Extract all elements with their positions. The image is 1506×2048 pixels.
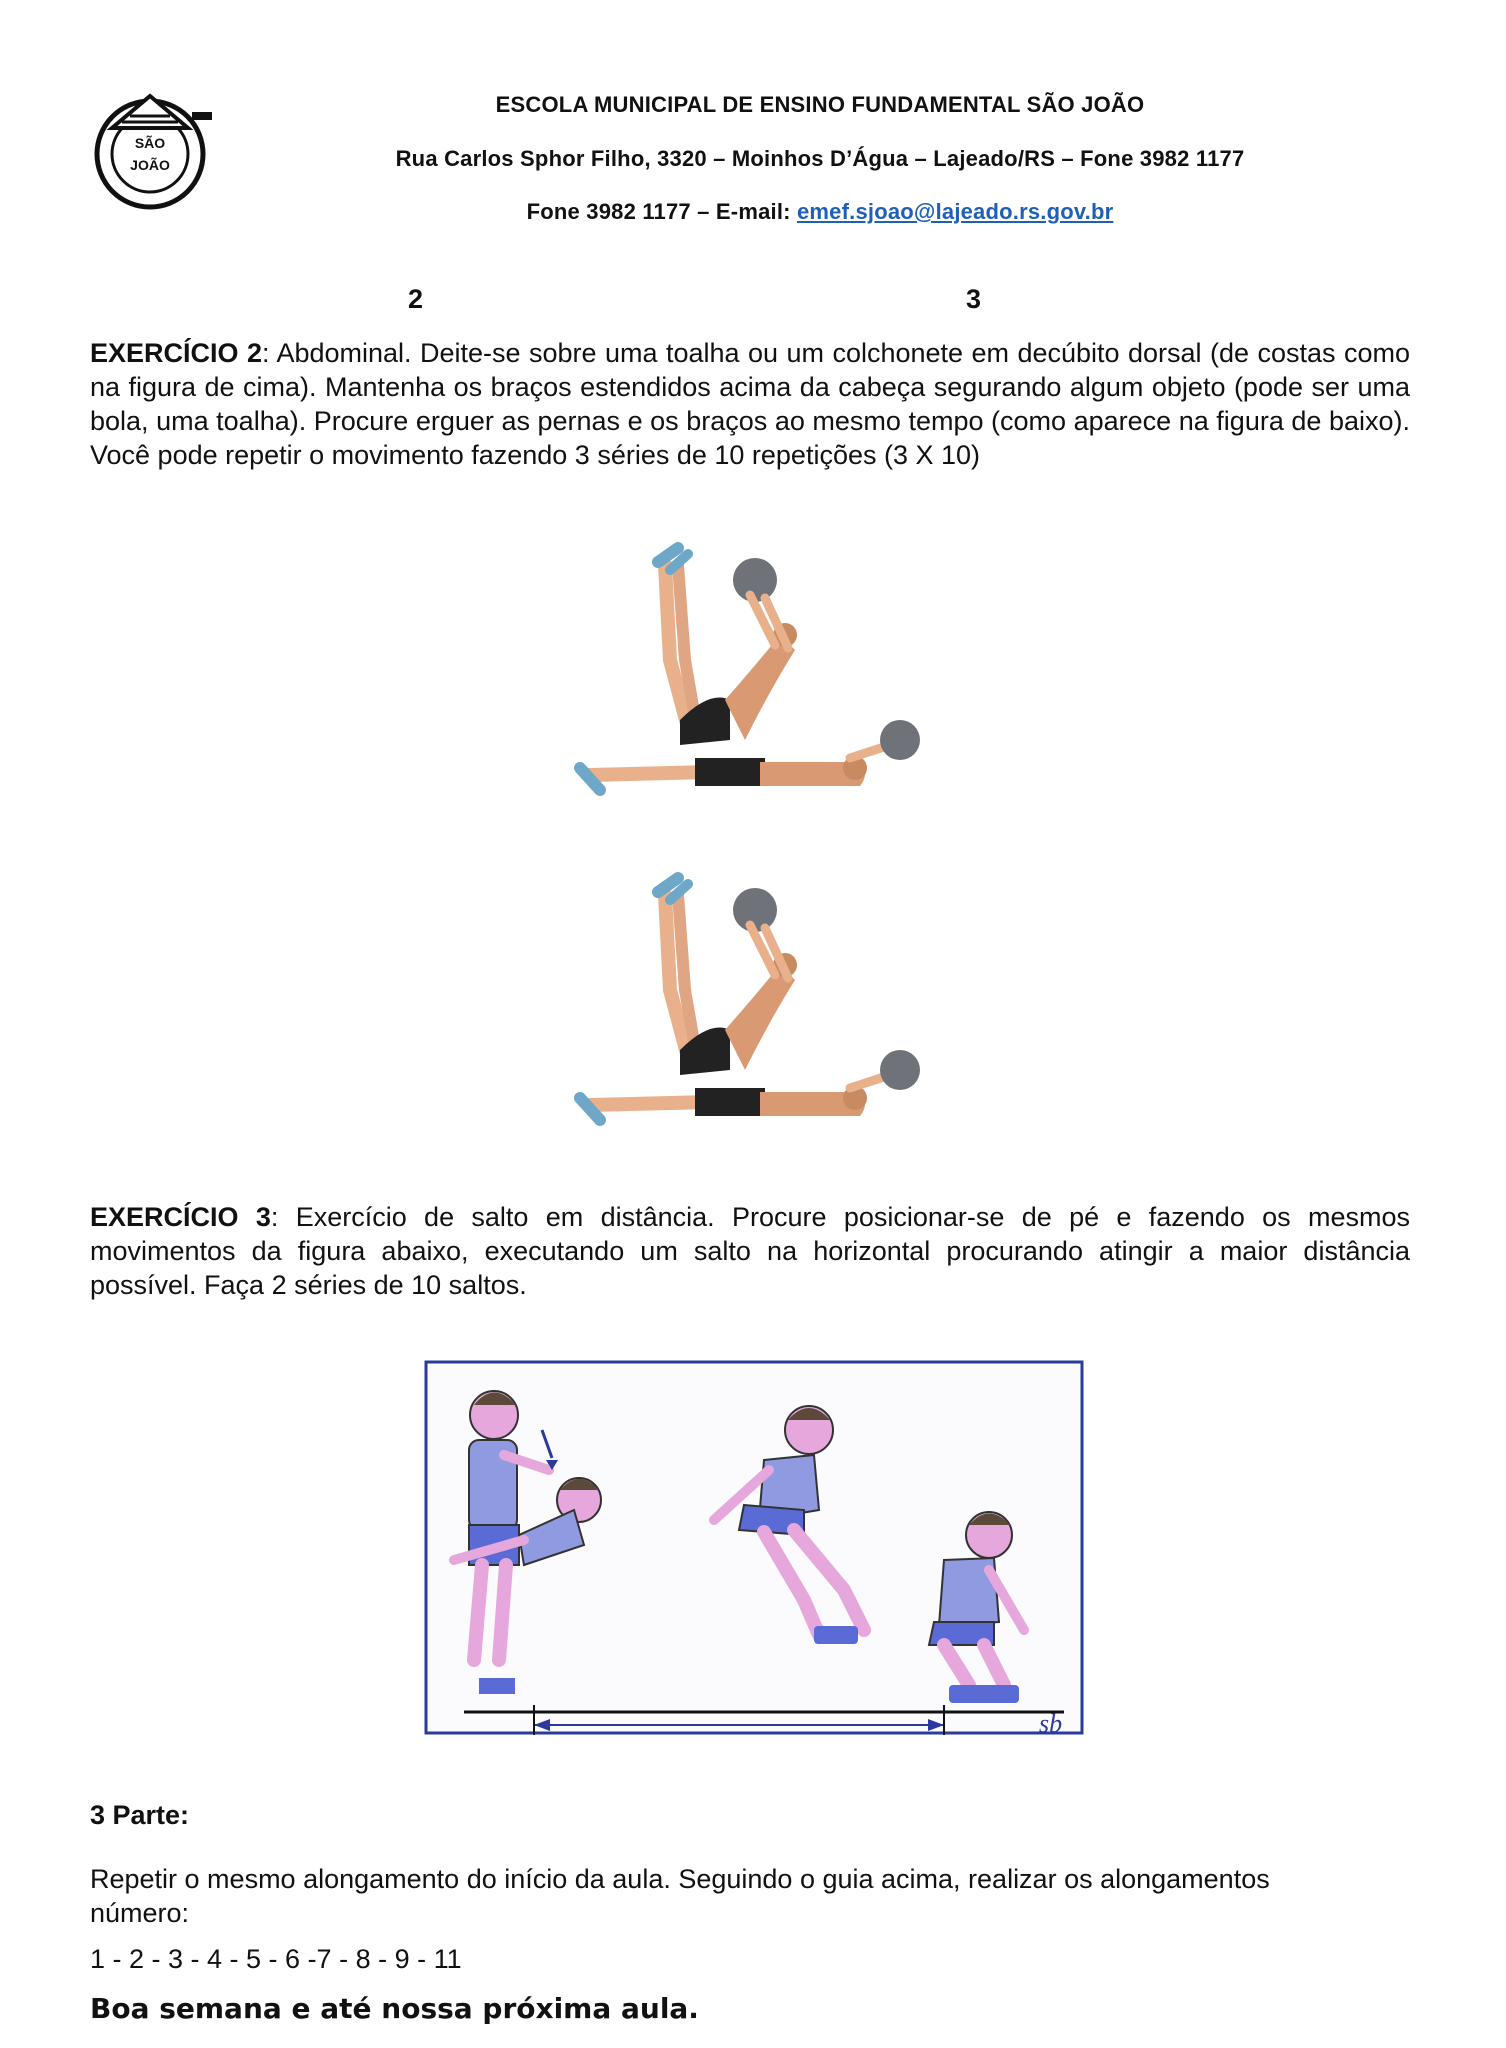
exercise-3-text: : Exercício de salto em distância. Procure posicionar-se de pé e fazendo os mesmos movimentos da figura abaixo, executando um salto na horizontal procurando atingir a maior distância possível. Faça 2 séries de 10 saltos. (90, 1202, 1411, 1300)
abdominal-illustration-top (570, 540, 930, 820)
logo-top-text: SÃO (134, 135, 166, 151)
stretch-numbers: 1 - 2 - 3 - 4 - 5 - 6 -7 - 8 - 9 - 11 (90, 1944, 462, 1974)
school-name: ESCOLA MUNICIPAL DE ENSINO FUNDAMENTAL SÃO JOÃO (495, 92, 1145, 117)
email-link[interactable]: emef.sjoao@lajeado.rs.gov.br (796, 199, 1114, 224)
part-3-title: 3 Parte: (90, 1800, 190, 1830)
exercise-2-paragraph (90, 336, 1410, 472)
part-3-text: Repetir o mesmo alongamento do início da aula. Seguindo o guia acima, realizar os alongamentos número: (90, 1864, 1270, 1928)
exercise-3-label: EXERCÍCIO 3 (90, 1202, 271, 1232)
logo-bottom-text: JOÃO (130, 157, 170, 173)
illustration-signature: sb (1039, 1709, 1063, 1735)
school-address: Rua Carlos Sphor Filho, 3320 – Moinhos D’Água – Lajeado/RS – Fone 3982 1177 (395, 146, 1245, 171)
school-contact (300, 199, 1340, 225)
exercise-2-text: : Abdominal. Deite-se sobre uma toalha ou um colchonete em decúbito dorsal (de costas como na figura de cima). Mantenha os braços estendidos acima da cabeça segurando algum objeto (pode ser uma bola, uma toalha). Procure erguer as pernas e os braços ao mesmo tempo (como aparece na figura de baixo). Você pode repetir o movimento fazendo 3 séries de 10 repetições (3 X 10) (90, 338, 1410, 470)
figure-number-3: 3 (966, 284, 982, 314)
figure-number-2: 2 (408, 284, 424, 314)
school-logo (90, 92, 216, 210)
contact-prefix: Fone 3982 1177 – E-mail: (526, 199, 797, 224)
exercise-2-label: EXERCÍCIO 2 (90, 338, 262, 368)
exercise-3-paragraph (90, 1200, 1410, 1302)
closing-message: Boa semana e até nossa próxima aula. (90, 1992, 699, 2025)
abdominal-illustration-bottom (570, 870, 930, 1150)
long-jump-illustration (424, 1360, 1084, 1735)
